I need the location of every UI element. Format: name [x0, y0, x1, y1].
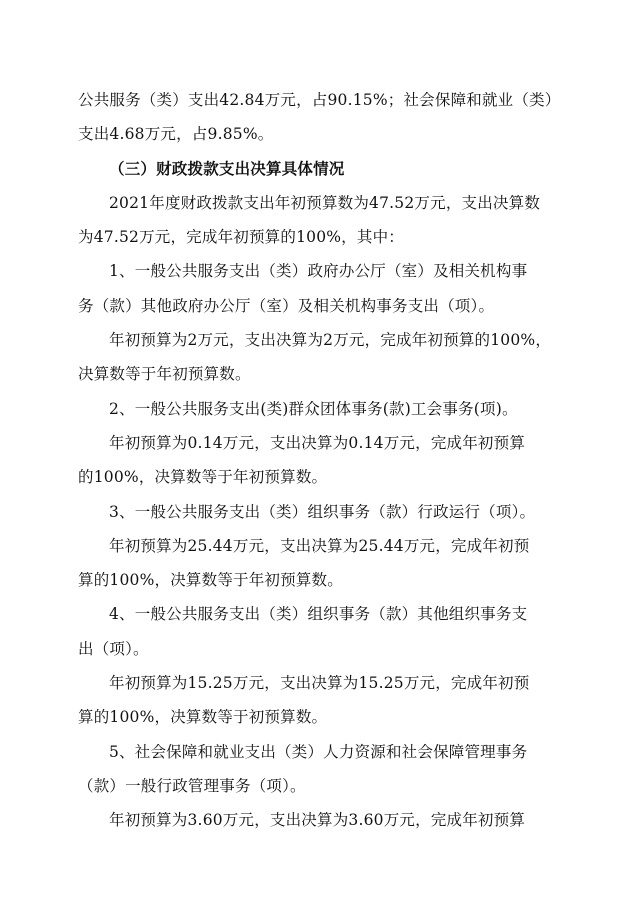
text-line: 算的100%，决算数等于初预算数。 — [78, 708, 328, 727]
text-line: 算的100%，决算数等于年初预算数。 — [78, 571, 343, 590]
text-line: 3、一般公共服务支出（类）组织事务（款）行政运行（项）。 — [109, 502, 536, 521]
text-line: 4、一般公共服务支出（类）组织事务（款）其他组织事务支 — [109, 605, 528, 624]
text-line: 为47.52万元，完成年初预算的100%，其中： — [78, 228, 404, 247]
text-line: 5、社会保障和就业支出（类）人力资源和社会保障管理事务 — [109, 742, 528, 761]
text-line: 务（款）其他政府办公厅（室）及相关机构事务支出（项）。 — [78, 296, 495, 315]
text-line: 年初预算为25.44万元，支出决算为25.44万元，完成年初预 — [109, 536, 530, 555]
text-line: 支出4.68万元，占9.85%。 — [78, 125, 274, 144]
text-line: （款）一般行政管理事务（项）。 — [78, 776, 306, 795]
text-line: 出（项）。 — [78, 639, 149, 658]
text-line: 的100%，决算数等于年初预算数。 — [78, 468, 328, 487]
text-line: 年初预算为2万元，支出决算为2万元，完成年初预算的100%， — [109, 331, 552, 350]
section-heading: （三）财政拨款支出决算具体情况 — [109, 159, 345, 178]
text-line: 年初预算为0.14万元，支出决算为0.14万元，完成年初预算 — [109, 433, 526, 452]
text-line: 年初预算为3.60万元，支出决算为3.60万元，完成年初预算 — [109, 811, 526, 830]
document-page — [78, 83, 560, 838]
text-line: 2021年度财政拨款支出年初预算数为47.52万元，支出决算数 — [109, 193, 541, 212]
text-line: 决算数等于年初预算数。 — [78, 365, 251, 384]
text-line: 1、一般公共服务支出（类）政府办公厅（室）及相关机构事 — [109, 262, 528, 281]
text-line: 年初预算为15.25万元，支出决算为15.25万元，完成年初预 — [109, 674, 530, 693]
text-line: 2、一般公共服务支出(类)群众团体事务(款)工会事务(项)。 — [109, 399, 518, 418]
text-line: 公共服务（类）支出42.84万元，占90.15%；社会保障和就业（类） — [78, 91, 561, 109]
